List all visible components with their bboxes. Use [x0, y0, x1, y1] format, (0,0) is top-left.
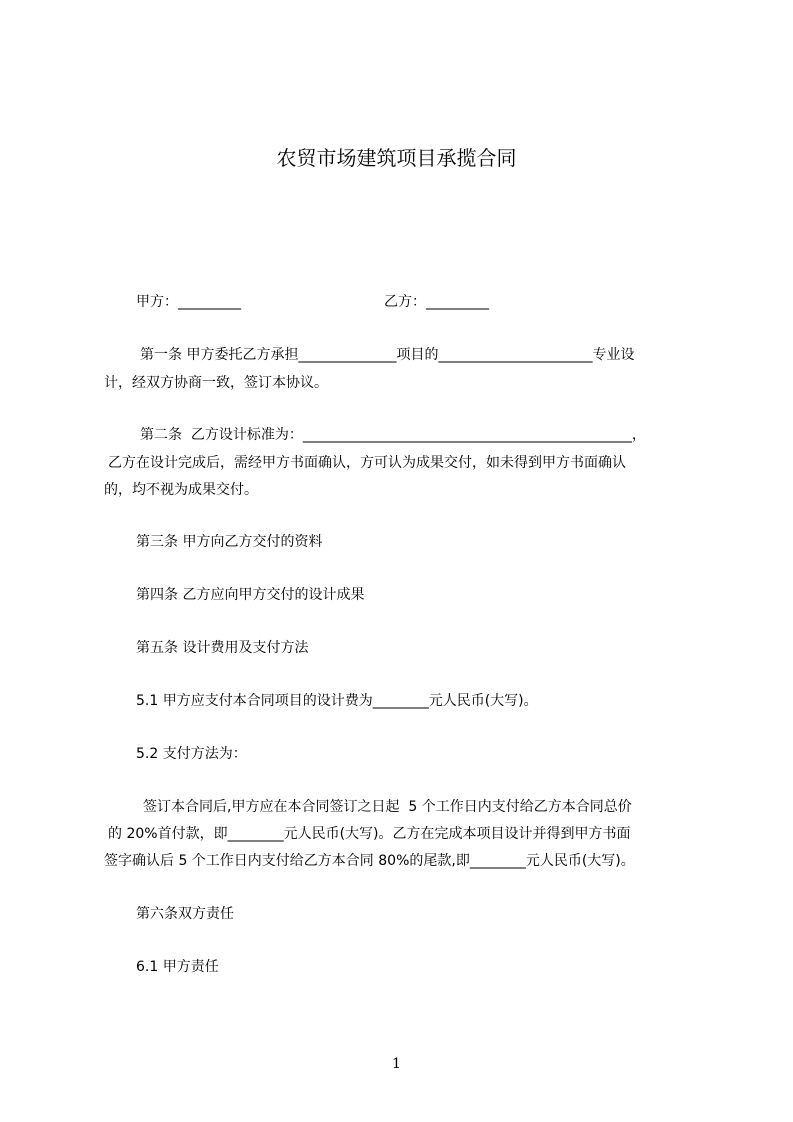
party-b-line: 乙方：_________	[384, 294, 489, 310]
article-2-line-2: 乙方在设计完成后，需经甲方书面确认，方可认为成果交付，如未得到甲方书面确认	[108, 455, 626, 471]
article-3: 第三条 甲方向乙方交付的资料	[136, 534, 323, 550]
party-a-line: 甲方：_________	[136, 294, 241, 310]
section-6-1: 6.1 甲方责任	[136, 959, 219, 975]
page-number: 1	[392, 1056, 401, 1072]
section-5-2: 5.2 支付方法为：	[136, 746, 247, 762]
article-4: 第四条 乙方应向甲方交付的设计成果	[136, 587, 365, 603]
payment-line-3: 签字确认后 5 个工作日内支付给乙方本合同 80%的尾款,即________元人民币(大写)。	[104, 853, 635, 869]
article-2-line-3: 的，均不视为成果交付。	[104, 482, 258, 498]
article-2-line-1: 第二条 乙方设计标准为：_______________________________________________，	[140, 427, 646, 443]
payment-line-2: 的 20%首付款，即________元人民币(大写)。乙方在完成本项目设计并得到甲方书面	[108, 826, 631, 842]
article-5: 第五条 设计费用及支付方法	[136, 640, 309, 656]
article-6: 第六条双方责任	[136, 906, 234, 922]
article-1-line-1: 第一条 甲方委托乙方承担______________项目的______________________专业设	[140, 347, 635, 363]
article-1-line-2: 计，经双方协商一致，签订本协议。	[104, 375, 328, 391]
document-title: 农贸市场建筑项目承揽合同	[276, 146, 517, 170]
payment-line-1: 签订本合同后,甲方应在本合同签订之日起 5 个工作日内支付给乙方本合同总价	[143, 799, 632, 815]
section-5-1: 5.1 甲方应支付本合同项目的设计费为________元人民币(大写)。	[136, 693, 538, 709]
